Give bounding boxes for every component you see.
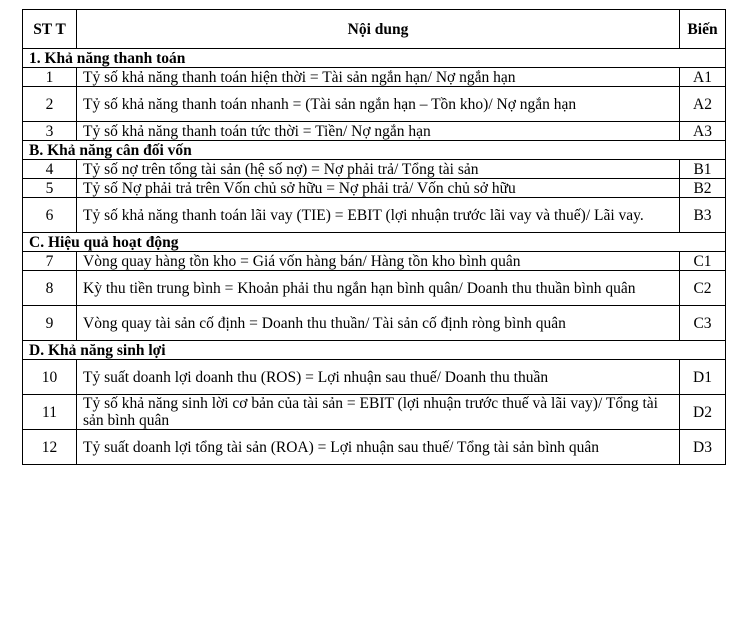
table-row bbox=[23, 271, 726, 306]
row-code: C2 bbox=[680, 271, 726, 306]
table-row bbox=[23, 198, 726, 233]
table-row bbox=[23, 160, 726, 179]
indicator-table bbox=[22, 9, 726, 465]
row-stt: 6 bbox=[23, 198, 77, 233]
table-row bbox=[23, 179, 726, 198]
table-row bbox=[23, 87, 726, 122]
table-row bbox=[23, 122, 726, 141]
row-content: Tỷ số nợ trên tổng tài sản (hệ số nợ) = Nợ phải trả/ Tổng tài sản bbox=[77, 160, 680, 179]
row-content: Kỳ thu tiền trung bình = Khoản phải thu ngắn hạn bình quân/ Doanh thu thuần bình quân bbox=[77, 271, 680, 306]
row-code: A3 bbox=[680, 122, 726, 141]
row-content: Tỷ số khả năng thanh toán hiện thời = Tài sản ngắn hạn/ Nợ ngắn hạn bbox=[77, 68, 680, 87]
table-row bbox=[23, 68, 726, 87]
row-code: A1 bbox=[680, 68, 726, 87]
row-content: Tỷ suất doanh lợi tổng tài sản (ROA) = Lợi nhuận sau thuế/ Tổng tài sản bình quân bbox=[77, 430, 680, 465]
header-content: Nội dung bbox=[77, 10, 680, 49]
row-stt: 8 bbox=[23, 271, 77, 306]
table-row bbox=[23, 360, 726, 395]
section-title: D. Khả năng sinh lợi bbox=[23, 341, 726, 360]
row-stt: 5 bbox=[23, 179, 77, 198]
row-code: D3 bbox=[680, 430, 726, 465]
section-row bbox=[23, 141, 726, 160]
table-row bbox=[23, 252, 726, 271]
row-content: Tỷ số khả năng thanh toán tức thời = Tiền/ Nợ ngắn hạn bbox=[77, 122, 680, 141]
header-variable: Biến bbox=[680, 10, 726, 49]
row-stt: 7 bbox=[23, 252, 77, 271]
row-stt: 11 bbox=[23, 395, 77, 430]
row-code: C1 bbox=[680, 252, 726, 271]
row-content: Tỷ số khả năng thanh toán lãi vay (TIE) = EBIT (lợi nhuận trước lãi vay và thuế)/ Lãi vay. bbox=[77, 198, 680, 233]
row-stt: 3 bbox=[23, 122, 77, 141]
row-code: D1 bbox=[680, 360, 726, 395]
section-row bbox=[23, 233, 726, 252]
row-code: D2 bbox=[680, 395, 726, 430]
row-stt: 12 bbox=[23, 430, 77, 465]
row-content: Tỷ suất doanh lợi doanh thu (ROS) = Lợi nhuận sau thuế/ Doanh thu thuần bbox=[77, 360, 680, 395]
row-code: C3 bbox=[680, 306, 726, 341]
section-row bbox=[23, 341, 726, 360]
row-stt: 4 bbox=[23, 160, 77, 179]
header-stt: ST T bbox=[23, 10, 77, 49]
row-stt: 10 bbox=[23, 360, 77, 395]
row-content: Vòng quay tài sản cố định = Doanh thu thuần/ Tài sản cố định ròng bình quân bbox=[77, 306, 680, 341]
row-code: B2 bbox=[680, 179, 726, 198]
row-content: Tỷ số Nợ phải trả trên Vốn chủ sở hữu = Nợ phải trả/ Vốn chủ sở hữu bbox=[77, 179, 680, 198]
section-title: B. Khả năng cân đối vốn bbox=[23, 141, 726, 160]
section-row bbox=[23, 49, 726, 68]
header-row bbox=[23, 10, 726, 49]
row-content: Tỷ số khả năng thanh toán nhanh = (Tài sản ngắn hạn – Tồn kho)/ Nợ ngắn hạn bbox=[77, 87, 680, 122]
section-title: C. Hiệu quả hoạt động bbox=[23, 233, 726, 252]
row-code: B1 bbox=[680, 160, 726, 179]
row-content: Tỷ số khả năng sinh lời cơ bản của tài sản = EBIT (lợi nhuận trước thuế và lãi vay)/ Tổng tài sản bình quân bbox=[77, 395, 680, 430]
section-title: 1. Khả năng thanh toán bbox=[23, 49, 726, 68]
row-stt: 1 bbox=[23, 68, 77, 87]
row-stt: 9 bbox=[23, 306, 77, 341]
row-code: B3 bbox=[680, 198, 726, 233]
row-content: Vòng quay hàng tồn kho = Giá vốn hàng bán/ Hàng tồn kho bình quân bbox=[77, 252, 680, 271]
table-row bbox=[23, 395, 726, 430]
table-row bbox=[23, 306, 726, 341]
row-code: A2 bbox=[680, 87, 726, 122]
table-row bbox=[23, 430, 726, 465]
row-stt: 2 bbox=[23, 87, 77, 122]
